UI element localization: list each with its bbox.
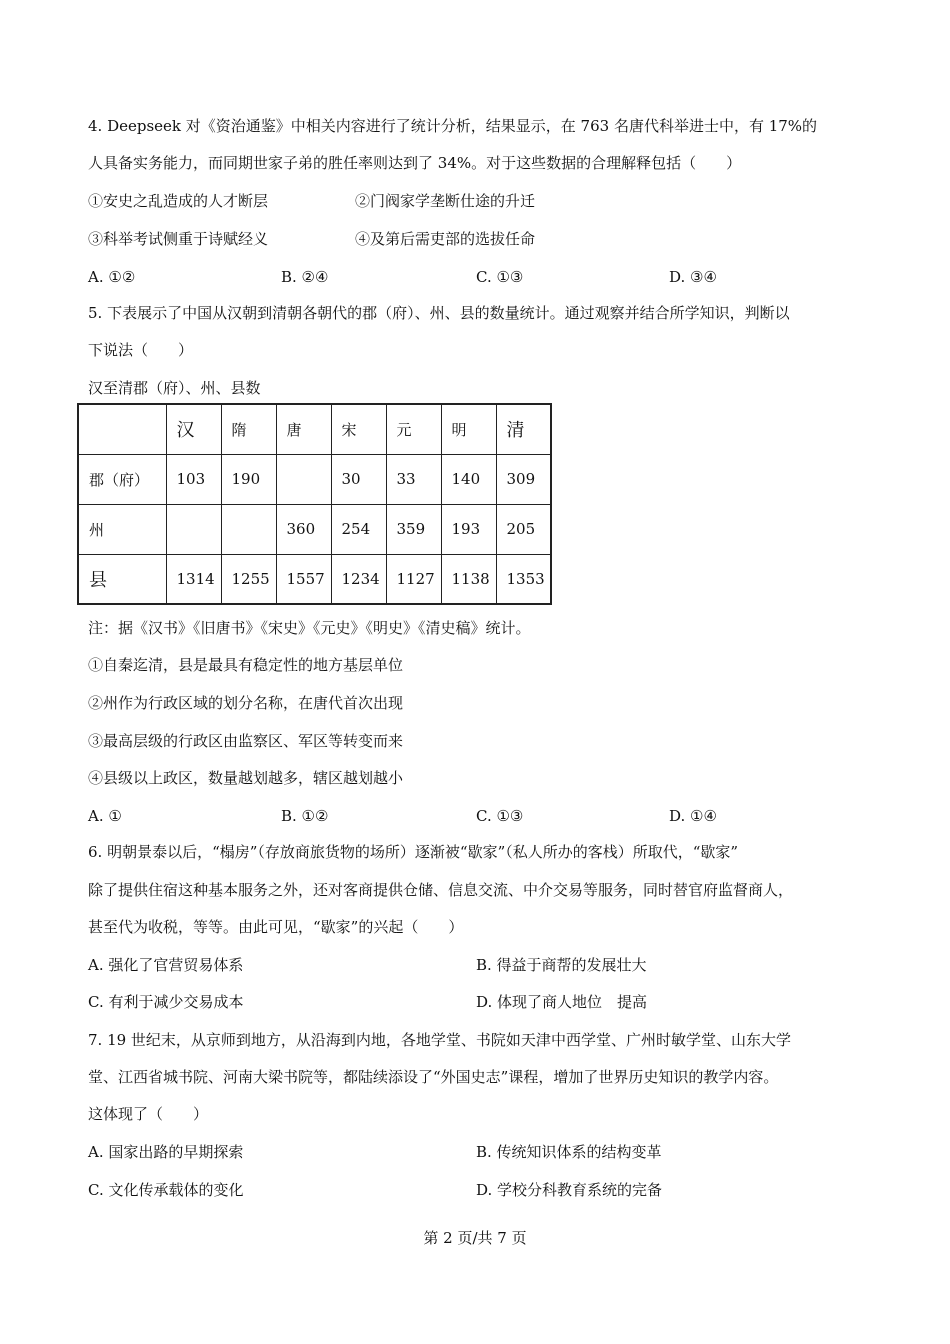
table-cell: 205 bbox=[496, 504, 551, 554]
table-cell bbox=[166, 504, 221, 554]
table-header-cell: 隋 bbox=[221, 404, 276, 454]
q5-statement-4: ④县级以上政区，数量越划越多，辖区越划越小 bbox=[88, 769, 404, 787]
table-cell: 1314 bbox=[166, 554, 221, 604]
q6-option-a[interactable]: A. 强化了官营贸易体系 bbox=[88, 956, 244, 974]
table-cell: 1353 bbox=[496, 554, 551, 604]
q4-stem-line1: 4. Deepseek 对《资治通鉴》中相关内容进行了统计分析，结果显示，在 763 名唐代科举进士中，有 17%的 bbox=[88, 117, 818, 135]
table-header-cell: 元 bbox=[386, 404, 441, 454]
q4-statement-3: ③科举考试侧重于诗赋经义 bbox=[88, 230, 269, 248]
q5-table-title: 汉至清郡（府）、州、县数 bbox=[88, 379, 261, 397]
table-header-cell: 唐 bbox=[276, 404, 331, 454]
q4-statement-1: ①安史之乱造成的人才断层 bbox=[88, 192, 269, 210]
q7-option-d[interactable]: D. 学校分科教育系统的完备 bbox=[476, 1181, 663, 1199]
q4-option-d[interactable]: D. ③④ bbox=[669, 268, 717, 286]
q7-stem-line3: 这体现了（ ） bbox=[88, 1105, 209, 1123]
table-cell: 郡（府） bbox=[78, 454, 166, 504]
q6-option-d[interactable]: D. 体现了商人地位 提高 bbox=[476, 993, 648, 1011]
q4-option-a[interactable]: A. ①② bbox=[88, 268, 136, 286]
q5-statement-1: ①自秦迄清，县是最具有稳定性的地方基层单位 bbox=[88, 656, 404, 674]
table-cell: 254 bbox=[331, 504, 386, 554]
table-cell: 359 bbox=[386, 504, 441, 554]
table-cell bbox=[276, 454, 331, 504]
q5-statement-3: ③最高层级的行政区由监察区、军区等转变而来 bbox=[88, 732, 404, 750]
q7-option-b[interactable]: B. 传统知识体系的结构变革 bbox=[476, 1143, 662, 1161]
table-header-row bbox=[78, 404, 551, 454]
table-cell: 1138 bbox=[441, 554, 496, 604]
q4-stem-line2: 人具备实务能力，而同期世家子弟的胜任率则达到了 34%。对于这些数据的合理解释包括（ ） bbox=[88, 154, 742, 172]
q7-option-a[interactable]: A. 国家出路的早期探索 bbox=[88, 1143, 244, 1161]
q4-statement-2: ②门阀家学垄断仕途的升迁 bbox=[355, 192, 536, 210]
table-row bbox=[78, 554, 551, 604]
table-cell: 140 bbox=[441, 454, 496, 504]
q4-option-b[interactable]: B. ②④ bbox=[281, 268, 329, 286]
table-cell: 190 bbox=[221, 454, 276, 504]
q6-stem-line1: 6. 明朝景泰以后，“榻房”（存放商旅货物的场所）逐渐被“歇家”（私人所办的客栈）所取代，“歇家” bbox=[88, 843, 739, 861]
table-header-cell bbox=[78, 404, 166, 454]
q5-statement-2: ②州作为行政区域的划分名称，在唐代首次出现 bbox=[88, 694, 404, 712]
q4-option-c[interactable]: C. ①③ bbox=[476, 268, 524, 286]
table-row bbox=[78, 454, 551, 504]
q5-option-d[interactable]: D. ①④ bbox=[669, 807, 717, 825]
page-number: 第 2 页/共 7 页 bbox=[423, 1229, 527, 1247]
q6-option-b[interactable]: B. 得益于商帮的发展壮大 bbox=[476, 956, 647, 974]
table-cell: 1255 bbox=[221, 554, 276, 604]
q7-option-c[interactable]: C. 文化传承载体的变化 bbox=[88, 1181, 244, 1199]
table-cell: 州 bbox=[78, 504, 166, 554]
table-header-cell: 汉 bbox=[166, 404, 221, 454]
table-header-cell: 明 bbox=[441, 404, 496, 454]
q6-stem-line2: 除了提供住宿这种基本服务之外，还对客商提供仓储、信息交流、中介交易等服务，同时替官府监督商人， bbox=[88, 881, 794, 899]
table-header-cell: 清 bbox=[496, 404, 551, 454]
q5-option-c[interactable]: C. ①③ bbox=[476, 807, 524, 825]
table-cell: 30 bbox=[331, 454, 386, 504]
q5-stem-line2: 下说法（ ） bbox=[88, 341, 194, 359]
q7-stem-line2: 堂、江西省城书院、河南大梁书院等，都陆续添设了“外国史志”课程，增加了世界历史知识的教学内容。 bbox=[88, 1068, 779, 1086]
table-cell bbox=[221, 504, 276, 554]
table-row bbox=[78, 504, 551, 554]
table-cell: 33 bbox=[386, 454, 441, 504]
table-cell: 193 bbox=[441, 504, 496, 554]
table-cell: 1234 bbox=[331, 554, 386, 604]
q6-option-c[interactable]: C. 有利于减少交易成本 bbox=[88, 993, 244, 1011]
q6-stem-line3: 甚至代为收税，等等。由此可见，“歇家”的兴起（ ） bbox=[88, 918, 464, 936]
table-cell: 县 bbox=[78, 554, 166, 604]
table-cell: 1127 bbox=[386, 554, 441, 604]
q5-stem-line1: 5. 下表展示了中国从汉朝到清朝各朝代的郡（府）、州、县的数量统计。通过观察并结合所学知识，判断以 bbox=[88, 304, 790, 322]
q5-option-b[interactable]: B. ①② bbox=[281, 807, 329, 825]
table-cell: 103 bbox=[166, 454, 221, 504]
table-cell: 360 bbox=[276, 504, 331, 554]
table-header-cell: 宋 bbox=[331, 404, 386, 454]
q5-table-note: 注：据《汉书》《旧唐书》《宋史》《元史》《明史》《清史稿》统计。 bbox=[88, 619, 531, 637]
q7-stem-line1: 7. 19 世纪末，从京师到地方，从沿海到内地，各地学堂、书院如天津中西学堂、广州时敏学堂、山东大学 bbox=[88, 1031, 791, 1049]
table-cell: 309 bbox=[496, 454, 551, 504]
q5-option-a[interactable]: A. ① bbox=[88, 807, 122, 825]
q4-statement-4: ④及第后需吏部的选拔任命 bbox=[355, 230, 536, 248]
q5-data-table bbox=[77, 403, 552, 605]
table-cell: 1557 bbox=[276, 554, 331, 604]
